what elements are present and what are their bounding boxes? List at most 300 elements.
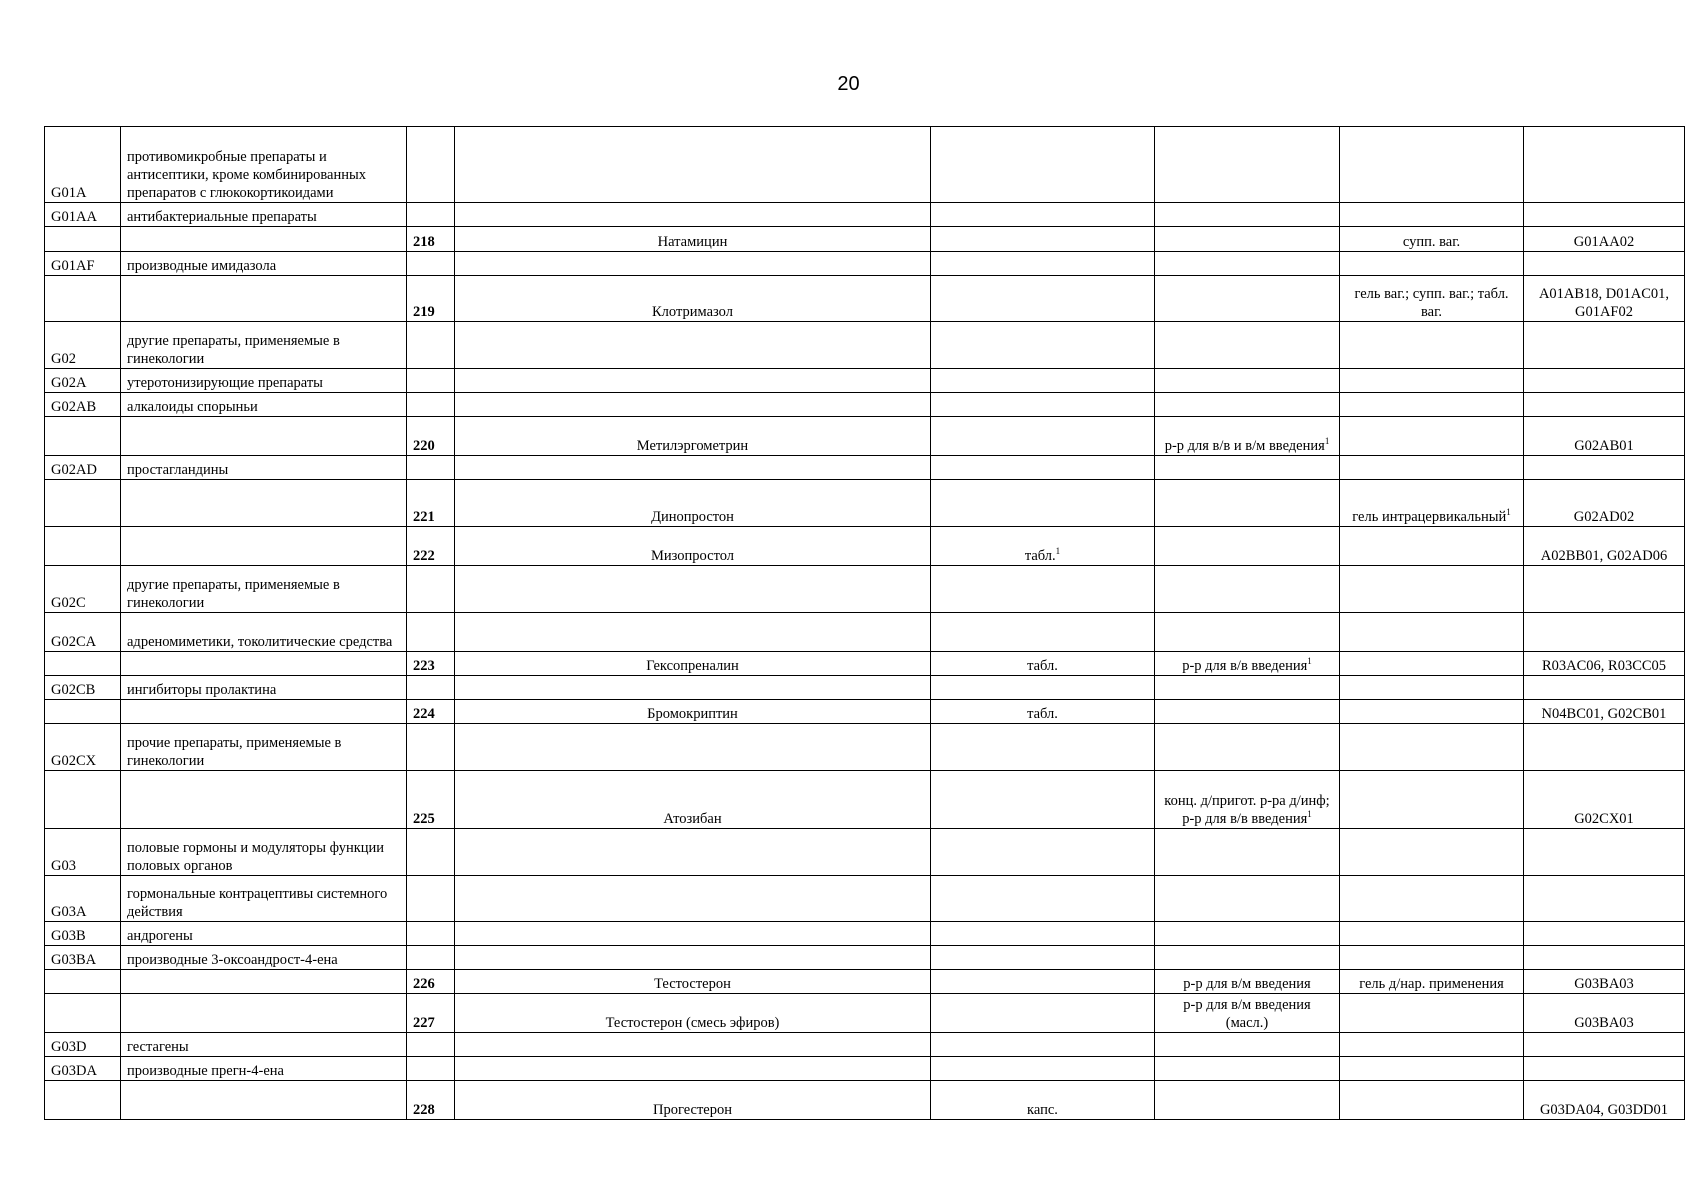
item-number xyxy=(407,652,455,676)
drug-name xyxy=(455,1081,931,1120)
drug-name xyxy=(455,127,931,203)
dosage-form-injection xyxy=(1155,994,1340,1033)
drug-name xyxy=(455,994,931,1033)
atc-group-code xyxy=(45,922,121,946)
group-description xyxy=(121,527,407,566)
dosage-form-injection xyxy=(1155,527,1340,566)
table-row xyxy=(45,369,1685,393)
atc-group-code xyxy=(45,417,121,456)
item-number-text: 227 xyxy=(413,1015,435,1031)
dosage-form-injection xyxy=(1155,652,1340,676)
dosage-form-other-text: супп. ваг. xyxy=(1402,234,1461,250)
item-number xyxy=(407,1081,455,1120)
drug-name xyxy=(455,203,931,227)
group-description xyxy=(121,1057,407,1081)
item-number xyxy=(407,970,455,994)
table-row xyxy=(45,676,1685,700)
dosage-form-oral xyxy=(931,276,1155,322)
drug-table xyxy=(44,126,1685,1120)
atc-code xyxy=(1524,946,1685,970)
group-description xyxy=(121,613,407,652)
dosage-form-oral xyxy=(931,1081,1155,1120)
dosage-form-oral xyxy=(931,127,1155,203)
atc-group-code xyxy=(45,946,121,970)
atc-code-text: G02AD02 xyxy=(1573,509,1635,525)
dosage-form-other xyxy=(1340,456,1524,480)
dosage-form-oral xyxy=(931,566,1155,613)
atc-group-code xyxy=(45,1057,121,1081)
atc-code xyxy=(1524,527,1685,566)
atc-code xyxy=(1524,417,1685,456)
dosage-form-injection-text: конц. д/пригот. р-ра д/инф; р-р для в/в введения xyxy=(1164,793,1330,827)
group-description xyxy=(121,322,407,369)
group-description xyxy=(121,456,407,480)
atc-group-code xyxy=(45,771,121,829)
table-row xyxy=(45,994,1685,1033)
item-number xyxy=(407,527,455,566)
dosage-form-injection xyxy=(1155,946,1340,970)
atc-code-text: G02CX01 xyxy=(1574,811,1634,827)
atc-code-text: G02AB01 xyxy=(1574,438,1634,454)
atc-group-code-text: G01A xyxy=(51,185,87,201)
dosage-form-injection-text: р-р для в/в и в/м введения xyxy=(1164,438,1325,454)
dosage-form-other xyxy=(1340,566,1524,613)
dosage-form-other xyxy=(1340,700,1524,724)
dosage-form-injection xyxy=(1155,829,1340,876)
atc-group-code xyxy=(45,322,121,369)
drug-name xyxy=(455,613,931,652)
group-description-text: ингибиторы пролактина xyxy=(127,682,277,698)
dosage-form-injection xyxy=(1155,771,1340,829)
dosage-form-injection xyxy=(1155,417,1340,456)
table-row xyxy=(45,613,1685,652)
drug-name-text: Гексопреналин xyxy=(646,658,739,674)
dosage-form-other xyxy=(1340,1033,1524,1057)
group-description xyxy=(121,1081,407,1120)
dosage-form-oral xyxy=(931,652,1155,676)
item-number-text: 220 xyxy=(413,438,435,454)
group-description-text: другие препараты, применяемые в гинекологии xyxy=(127,577,340,611)
atc-group-code-text: G02C xyxy=(51,595,86,611)
dosage-form-other xyxy=(1340,276,1524,322)
drug-name xyxy=(455,566,931,613)
drug-name-text: Тестостерон xyxy=(654,976,731,992)
dosage-form-other xyxy=(1340,922,1524,946)
item-number xyxy=(407,700,455,724)
atc-code xyxy=(1524,393,1685,417)
table-row xyxy=(45,456,1685,480)
drug-name-text: Бромокриптин xyxy=(647,706,738,722)
group-description-text: прочие препараты, применяемые в гинекологии xyxy=(127,735,342,769)
item-number xyxy=(407,922,455,946)
atc-code xyxy=(1524,276,1685,322)
group-description xyxy=(121,700,407,724)
dosage-form-injection-text: р-р для в/в введения xyxy=(1182,658,1308,674)
table-row xyxy=(45,276,1685,322)
group-description xyxy=(121,1033,407,1057)
group-description-text: другие препараты, применяемые в гинекологии xyxy=(127,333,340,367)
dosage-form-other xyxy=(1340,1081,1524,1120)
atc-group-code xyxy=(45,203,121,227)
atc-group-code-text: G02CB xyxy=(51,682,96,698)
group-description-text: производные имидазола xyxy=(127,258,277,274)
dosage-form-oral-text: табл. xyxy=(1027,658,1058,674)
atc-code xyxy=(1524,127,1685,203)
group-description xyxy=(121,829,407,876)
atc-group-code xyxy=(45,227,121,252)
group-description xyxy=(121,676,407,700)
dosage-form-other xyxy=(1340,771,1524,829)
dosage-form-other-text: гель ваг.; супп. ваг.; табл. ваг. xyxy=(1354,286,1509,320)
dosage-form-other xyxy=(1340,369,1524,393)
table-row xyxy=(45,946,1685,970)
item-number xyxy=(407,613,455,652)
atc-group-code xyxy=(45,613,121,652)
group-description-text: производные прегн-4-ена xyxy=(127,1063,284,1079)
drug-name-text: Тестостерон (смесь эфиров) xyxy=(605,1015,780,1031)
dosage-form-oral xyxy=(931,922,1155,946)
dosage-form-oral xyxy=(931,1033,1155,1057)
drug-name xyxy=(455,700,931,724)
atc-code-text: G03DA04, G03DD01 xyxy=(1539,1102,1669,1118)
table-row xyxy=(45,771,1685,829)
dosage-form-other xyxy=(1340,724,1524,771)
atc-group-code-text: G03 xyxy=(51,858,76,874)
group-description-text: половые гормоны и модуляторы функции половых органов xyxy=(127,840,385,874)
table-row xyxy=(45,1057,1685,1081)
dosage-form-injection xyxy=(1155,1081,1340,1120)
group-description xyxy=(121,994,407,1033)
dosage-form-injection xyxy=(1155,613,1340,652)
drug-name xyxy=(455,771,931,829)
dosage-form-other xyxy=(1340,480,1524,527)
item-number-text: 223 xyxy=(413,658,435,674)
footnote-marker: 1 xyxy=(1055,546,1061,557)
dosage-form-other xyxy=(1340,127,1524,203)
group-description-text: противомикробные препараты и антисептики, кроме комбинированных препаратов с глюкокортикоидами xyxy=(127,149,366,201)
drug-name xyxy=(455,252,931,276)
dosage-form-other xyxy=(1340,829,1524,876)
group-description xyxy=(121,566,407,613)
atc-code-text: G01AA02 xyxy=(1573,234,1635,250)
atc-code xyxy=(1524,566,1685,613)
atc-code xyxy=(1524,724,1685,771)
group-description-text: адреномиметики, токолитические средства xyxy=(127,634,393,650)
dosage-form-injection xyxy=(1155,876,1340,922)
group-description xyxy=(121,127,407,203)
table-row xyxy=(45,566,1685,613)
footnote-marker: 1 xyxy=(1324,436,1330,447)
dosage-form-other xyxy=(1340,1057,1524,1081)
group-description-text: алкалоиды спорыньи xyxy=(127,399,258,415)
atc-group-code-text: G03A xyxy=(51,904,87,920)
item-number xyxy=(407,127,455,203)
dosage-form-other xyxy=(1340,946,1524,970)
group-description xyxy=(121,227,407,252)
drug-name xyxy=(455,676,931,700)
group-description xyxy=(121,276,407,322)
dosage-form-injection xyxy=(1155,480,1340,527)
dosage-form-oral xyxy=(931,829,1155,876)
dosage-form-oral xyxy=(931,369,1155,393)
item-number-text: 228 xyxy=(413,1102,435,1118)
atc-group-code xyxy=(45,652,121,676)
dosage-form-injection xyxy=(1155,676,1340,700)
dosage-form-injection-text: р-р для в/м введения xyxy=(1183,976,1311,992)
dosage-form-injection xyxy=(1155,724,1340,771)
dosage-form-oral xyxy=(931,456,1155,480)
table-row xyxy=(45,1081,1685,1120)
dosage-form-other-text: гель интрацервикальный xyxy=(1352,509,1507,525)
dosage-form-other xyxy=(1340,417,1524,456)
dosage-form-injection xyxy=(1155,322,1340,369)
item-number xyxy=(407,876,455,922)
dosage-form-oral xyxy=(931,227,1155,252)
dosage-form-other-text: гель д/нар. применения xyxy=(1359,976,1504,992)
dosage-form-other xyxy=(1340,676,1524,700)
atc-code xyxy=(1524,700,1685,724)
item-number xyxy=(407,946,455,970)
atc-group-code-text: G01AF xyxy=(51,258,95,274)
dosage-form-injection xyxy=(1155,456,1340,480)
dosage-form-injection xyxy=(1155,203,1340,227)
atc-code xyxy=(1524,994,1685,1033)
dosage-form-other xyxy=(1340,527,1524,566)
atc-group-code xyxy=(45,724,121,771)
atc-code xyxy=(1524,829,1685,876)
item-number-text: 225 xyxy=(413,811,435,827)
item-number xyxy=(407,829,455,876)
dosage-form-other xyxy=(1340,970,1524,994)
group-description xyxy=(121,652,407,676)
dosage-form-oral xyxy=(931,724,1155,771)
drug-name-text: Метилэргометрин xyxy=(636,438,749,454)
atc-code xyxy=(1524,1033,1685,1057)
atc-group-code-text: G03DA xyxy=(51,1063,97,1079)
drug-name xyxy=(455,922,931,946)
atc-code xyxy=(1524,203,1685,227)
atc-group-code-text: G02 xyxy=(51,351,76,367)
dosage-form-oral xyxy=(931,700,1155,724)
drug-name xyxy=(455,527,931,566)
drug-name xyxy=(455,724,931,771)
atc-group-code-text: G02CX xyxy=(51,753,97,769)
atc-group-code xyxy=(45,252,121,276)
group-description-text: гормональные контрацептивы системного действия xyxy=(127,886,388,920)
atc-group-code xyxy=(45,829,121,876)
atc-group-code xyxy=(45,393,121,417)
footnote-marker: 1 xyxy=(1307,656,1312,667)
drug-name-text: Клотримазол xyxy=(652,304,733,320)
group-description-text: андрогены xyxy=(127,928,193,944)
table-row xyxy=(45,970,1685,994)
table-row xyxy=(45,700,1685,724)
atc-group-code-text: G02A xyxy=(51,375,87,391)
atc-code-text: A02BB01, G02AD06 xyxy=(1540,548,1668,564)
group-description xyxy=(121,724,407,771)
drug-name xyxy=(455,276,931,322)
item-number xyxy=(407,227,455,252)
atc-group-code-text: G03D xyxy=(51,1039,87,1055)
atc-code xyxy=(1524,922,1685,946)
item-number-text: 224 xyxy=(413,706,435,722)
item-number-text: 226 xyxy=(413,976,435,992)
item-number xyxy=(407,1033,455,1057)
dosage-form-oral xyxy=(931,252,1155,276)
atc-code xyxy=(1524,970,1685,994)
group-description xyxy=(121,393,407,417)
drug-name xyxy=(455,876,931,922)
atc-group-code xyxy=(45,1033,121,1057)
drug-name xyxy=(455,480,931,527)
drug-name xyxy=(455,393,931,417)
dosage-form-injection xyxy=(1155,922,1340,946)
dosage-form-other xyxy=(1340,613,1524,652)
dosage-form-oral xyxy=(931,393,1155,417)
item-number xyxy=(407,566,455,613)
atc-code-text: R03AC06, R03CC05 xyxy=(1541,658,1667,674)
dosage-form-oral xyxy=(931,417,1155,456)
item-number-text: 219 xyxy=(413,304,435,320)
atc-code xyxy=(1524,652,1685,676)
item-number xyxy=(407,1057,455,1081)
dosage-form-oral xyxy=(931,613,1155,652)
page-number: 20 xyxy=(837,73,860,95)
atc-group-code-text: G02CA xyxy=(51,634,97,650)
dosage-form-oral xyxy=(931,771,1155,829)
footnote-marker: 1 xyxy=(1307,809,1312,820)
item-number xyxy=(407,456,455,480)
dosage-form-injection xyxy=(1155,276,1340,322)
group-description xyxy=(121,922,407,946)
dosage-form-injection-text: р-р для в/м введения (масл.) xyxy=(1183,997,1311,1031)
atc-code xyxy=(1524,1081,1685,1120)
atc-group-code-text: G01AA xyxy=(51,209,97,225)
atc-code xyxy=(1524,480,1685,527)
dosage-form-oral xyxy=(931,322,1155,369)
item-number xyxy=(407,994,455,1033)
dosage-form-oral xyxy=(931,970,1155,994)
group-description xyxy=(121,417,407,456)
dosage-form-other xyxy=(1340,203,1524,227)
atc-code-text: G03BA03 xyxy=(1574,976,1634,992)
dosage-form-oral xyxy=(931,994,1155,1033)
dosage-form-injection xyxy=(1155,1057,1340,1081)
drug-name-text: Натамицин xyxy=(657,234,728,250)
drug-name xyxy=(455,829,931,876)
dosage-form-injection xyxy=(1155,252,1340,276)
dosage-form-other xyxy=(1340,252,1524,276)
drug-name xyxy=(455,970,931,994)
drug-name xyxy=(455,652,931,676)
atc-group-code xyxy=(45,127,121,203)
atc-code xyxy=(1524,227,1685,252)
atc-group-code xyxy=(45,1081,121,1120)
item-number xyxy=(407,480,455,527)
atc-group-code xyxy=(45,994,121,1033)
atc-group-code xyxy=(45,369,121,393)
atc-code xyxy=(1524,613,1685,652)
dosage-form-injection xyxy=(1155,127,1340,203)
drug-name-text: Прогестерон xyxy=(653,1102,732,1118)
atc-group-code xyxy=(45,876,121,922)
table-row xyxy=(45,922,1685,946)
item-number-text: 222 xyxy=(413,548,435,564)
atc-code xyxy=(1524,876,1685,922)
atc-code xyxy=(1524,456,1685,480)
atc-code xyxy=(1524,771,1685,829)
atc-code-text: A01AB18, D01AC01, G01AF02 xyxy=(1538,286,1670,320)
table-row xyxy=(45,724,1685,771)
item-number xyxy=(407,676,455,700)
dosage-form-other xyxy=(1340,994,1524,1033)
atc-group-code-text: G03BA xyxy=(51,952,97,968)
group-description xyxy=(121,771,407,829)
atc-code-text: N04BC01, G02CB01 xyxy=(1541,706,1667,722)
dosage-form-oral xyxy=(931,1057,1155,1081)
dosage-form-other xyxy=(1340,227,1524,252)
table-row xyxy=(45,1033,1685,1057)
atc-group-code-text: G02AD xyxy=(51,462,97,478)
atc-group-code xyxy=(45,700,121,724)
dosage-form-oral xyxy=(931,676,1155,700)
atc-group-code-text: G03B xyxy=(51,928,86,944)
group-description xyxy=(121,369,407,393)
atc-group-code xyxy=(45,566,121,613)
table-row xyxy=(45,227,1685,252)
drug-name xyxy=(455,1033,931,1057)
dosage-form-oral xyxy=(931,876,1155,922)
table-row xyxy=(45,417,1685,456)
group-description xyxy=(121,970,407,994)
group-description-text: антибактериальные препараты xyxy=(127,209,317,225)
atc-code xyxy=(1524,322,1685,369)
group-description-text: утеротонизирующие препараты xyxy=(127,375,323,391)
dosage-form-oral xyxy=(931,480,1155,527)
item-number-text: 221 xyxy=(413,509,435,525)
group-description xyxy=(121,252,407,276)
group-description-text: производные 3-оксоандрост-4-ена xyxy=(127,952,338,968)
dosage-form-oral-text: табл. xyxy=(1027,706,1058,722)
atc-group-code xyxy=(45,456,121,480)
item-number xyxy=(407,322,455,369)
atc-code xyxy=(1524,252,1685,276)
dosage-form-other xyxy=(1340,876,1524,922)
dosage-form-injection xyxy=(1155,970,1340,994)
drug-name xyxy=(455,322,931,369)
item-number xyxy=(407,724,455,771)
table-row xyxy=(45,480,1685,527)
item-number xyxy=(407,203,455,227)
dosage-form-injection xyxy=(1155,700,1340,724)
atc-group-code xyxy=(45,276,121,322)
item-number xyxy=(407,417,455,456)
dosage-form-injection xyxy=(1155,393,1340,417)
atc-code xyxy=(1524,369,1685,393)
footnote-marker: 1 xyxy=(1506,507,1511,518)
drug-name xyxy=(455,1057,931,1081)
dosage-form-injection xyxy=(1155,1033,1340,1057)
atc-code-text: G03BA03 xyxy=(1574,1015,1634,1031)
dosage-form-oral xyxy=(931,203,1155,227)
drug-name-text: Динопростон xyxy=(651,509,734,525)
drug-name xyxy=(455,456,931,480)
item-number xyxy=(407,276,455,322)
atc-group-code-text: G02AB xyxy=(51,399,97,415)
item-number xyxy=(407,771,455,829)
table-row xyxy=(45,252,1685,276)
item-number xyxy=(407,369,455,393)
